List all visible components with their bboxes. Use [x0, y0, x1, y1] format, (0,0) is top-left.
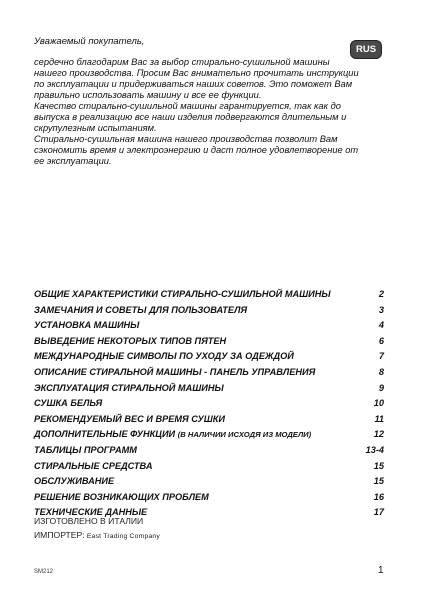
toc-page: 16	[373, 491, 384, 502]
toc-page: 7	[378, 351, 384, 362]
toc-item[interactable]	[34, 365, 384, 381]
intro-line: сердечно благодарим Вас за выбор стирально-сушильной машины	[34, 57, 330, 67]
toc-item[interactable]	[34, 381, 384, 397]
toc-page: 15	[373, 476, 384, 487]
toc-item[interactable]	[34, 490, 384, 506]
toc-item[interactable]	[34, 427, 384, 443]
toc-page: 11	[374, 413, 384, 424]
toc-item[interactable]	[34, 396, 384, 412]
toc-title: ТЕХНИЧЕСКИЕ ДАННЫЕ	[34, 507, 148, 518]
toc-item[interactable]	[34, 349, 384, 365]
intro-line: выпуска в реализацию все наши изделия подвергаются длительным и	[34, 112, 347, 122]
greeting: Уважаемый покупатель,	[34, 36, 145, 47]
toc-item[interactable]	[34, 318, 384, 334]
toc-item[interactable]	[34, 287, 384, 303]
toc-item[interactable]	[34, 474, 384, 490]
toc-page: 13-4	[365, 444, 384, 455]
toc-item[interactable]	[34, 412, 384, 428]
toc-page: 10	[373, 398, 384, 409]
intro-line: Качество стирально-сушильной машины гарантируется, так как до	[34, 101, 341, 111]
toc-item[interactable]	[34, 443, 384, 459]
toc-page: 4	[378, 320, 384, 331]
toc-title: ДОПОЛНИТЕЛЬНЫЕ ФУНКЦИИ	[34, 429, 176, 440]
toc-item[interactable]	[34, 303, 384, 319]
table-of-contents	[34, 287, 384, 521]
toc-title: РЕКОМЕНДУЕМЫЙ ВЕС И ВРЕМЯ СУШКИ	[34, 413, 225, 424]
toc-title: ТАБЛИЦЫ ПРОГРАММ	[34, 444, 137, 455]
importer-label: ИМПОРТЕР:	[34, 530, 85, 540]
toc-page: 15	[373, 460, 384, 471]
importer-line	[34, 530, 160, 540]
toc-page: 8	[378, 366, 384, 377]
language-badge: RUS	[350, 40, 382, 59]
toc-page: 3	[378, 304, 384, 315]
toc-page: 9	[378, 382, 384, 393]
toc-title: ЭКСПЛУАТАЦИЯ СТИРАЛЬНОЙ МАШИНЫ	[34, 382, 224, 393]
toc-title: ОБЩИЕ ХАРАКТЕРИСТИКИ СТИРАЛЬНО-СУШИЛЬНОЙ МАШИНЫ	[34, 289, 331, 299]
made-in-label: ИЗГОТОВЛЕНО В ИТАЛИИ	[34, 516, 144, 526]
toc-item[interactable]	[34, 459, 384, 475]
intro-line: нашего производства. Просим Вас внимательно прочитать инструкции	[34, 68, 359, 78]
intro-line: Стирально-сушильная машина нашего производства позволит Вам	[34, 134, 338, 144]
toc-page: 17	[373, 507, 384, 518]
toc-item[interactable]	[34, 334, 384, 350]
intro-line: по эксплуатации и придерживаться наших советов. Это поможет Вам	[34, 79, 353, 89]
page-number: 1	[378, 565, 384, 576]
toc-title: ЗАМЕЧАНИЯ И СОВЕТЫ ДЛЯ ПОЛЬЗОВАТЕЛЯ	[34, 304, 248, 315]
toc-title: ВЫВЕДЕНИЕ НЕКОТОРЫХ ТИПОВ ПЯТЕН	[34, 335, 227, 346]
importer-name: East Trading Company	[86, 533, 160, 540]
intro-line: правильно использовать машину и все ее функции.	[34, 90, 262, 100]
toc-page: 2	[378, 289, 384, 299]
toc-title: СУШКА БЕЛЬЯ	[34, 398, 103, 409]
toc-title: ОПИСАНИЕ СТИРАЛЬНОЙ МАШИНЫ - ПАНЕЛЬ УПРАВЛЕНИЯ	[34, 366, 316, 377]
toc-title: УСТАНОВКА МАШИНЫ	[34, 320, 140, 331]
toc-title: РЕШЕНИЕ ВОЗНИКАЮЩИХ ПРОБЛЕМ	[34, 491, 209, 502]
intro-line: ее эксплуатации.	[34, 156, 112, 166]
toc-title: СТИРАЛЬНЫЕ СРЕДСТВА	[34, 460, 153, 471]
toc-page: 6	[378, 335, 384, 346]
intro-line: сэкономить время и электроэнергию и даст полное удовлетворение от	[34, 145, 359, 155]
toc-title: МЕЖДУНАРОДНЫЕ СИМВОЛЫ ПО УХОДУ ЗА ОДЕЖДОЙ	[34, 351, 294, 362]
intro-text	[34, 57, 386, 167]
intro-line: скрупулезным испытаниям.	[34, 123, 157, 133]
toc-title: ОБСЛУЖИВАНИЕ	[34, 476, 115, 487]
model-code: SM212	[34, 569, 54, 575]
toc-page: 12	[373, 429, 384, 440]
toc-note: (В НАЛИЧИИ ИСХОДЯ ИЗ МОДЕЛИ)	[177, 430, 312, 440]
